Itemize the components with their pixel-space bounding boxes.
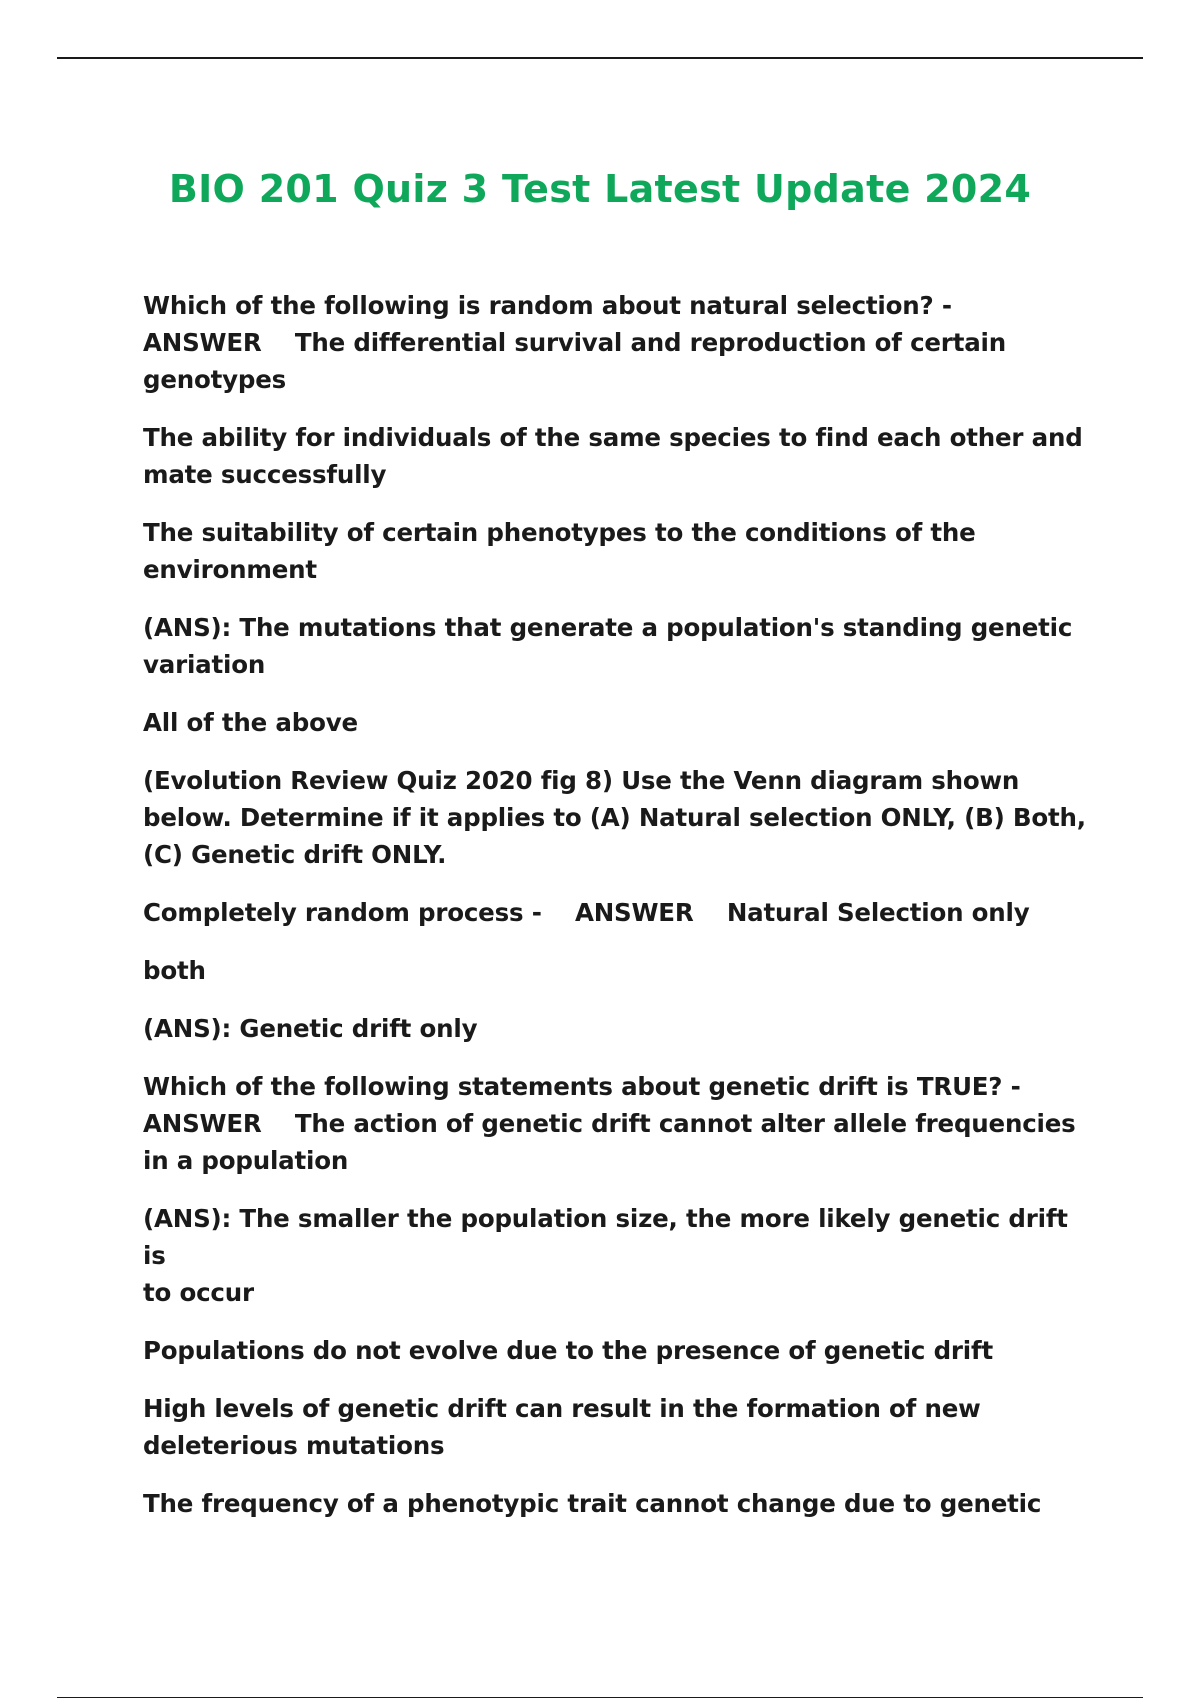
- paragraph-9: (ANS): Genetic drift only: [143, 1014, 478, 1043]
- paragraph-2: The ability for individuals of the same species to find each other and mate successfully: [143, 423, 1083, 489]
- document-body: [143, 287, 1093, 1543]
- paragraph-11: (ANS): The smaller the population size, the more likely genetic drift is to occur: [143, 1204, 1068, 1307]
- paragraph-6: (Evolution Review Quiz 2020 fig 8) Use the Venn diagram shown below. Determine if it applies to (A) Natural selection ONLY, (B) Both, (C) Genetic drift ONLY.: [143, 766, 1086, 869]
- paragraph-14: The frequency of a phenotypic trait cannot change due to genetic: [143, 1489, 1042, 1518]
- paragraph-3: The suitability of certain phenotypes to the conditions of the environment: [143, 518, 976, 584]
- paragraph-4: (ANS): The mutations that generate a population's standing genetic variation: [143, 613, 1073, 679]
- paragraph-13: High levels of genetic drift can result in the formation of new deleterious mutations: [143, 1394, 981, 1460]
- document-title: BIO 201 Quiz 3 Test Latest Update 2024: [168, 167, 1032, 212]
- paragraph-1: Which of the following is random about natural selection? - ANSWER The differential survival and reproduction of certain genotypes: [143, 291, 1006, 394]
- bottom-rule: [57, 1697, 1143, 1698]
- paragraph-8: both: [143, 956, 206, 985]
- paragraph-7: Completely random process - ANSWER Natural Selection only: [143, 898, 1030, 927]
- paragraph-12: Populations do not evolve due to the presence of genetic drift: [143, 1336, 993, 1365]
- paragraph-5: All of the above: [143, 708, 358, 737]
- paragraph-10: Which of the following statements about genetic drift is TRUE? - ANSWER The action of genetic drift cannot alter allele frequencies in a population: [143, 1072, 1076, 1175]
- top-rule: [57, 57, 1143, 59]
